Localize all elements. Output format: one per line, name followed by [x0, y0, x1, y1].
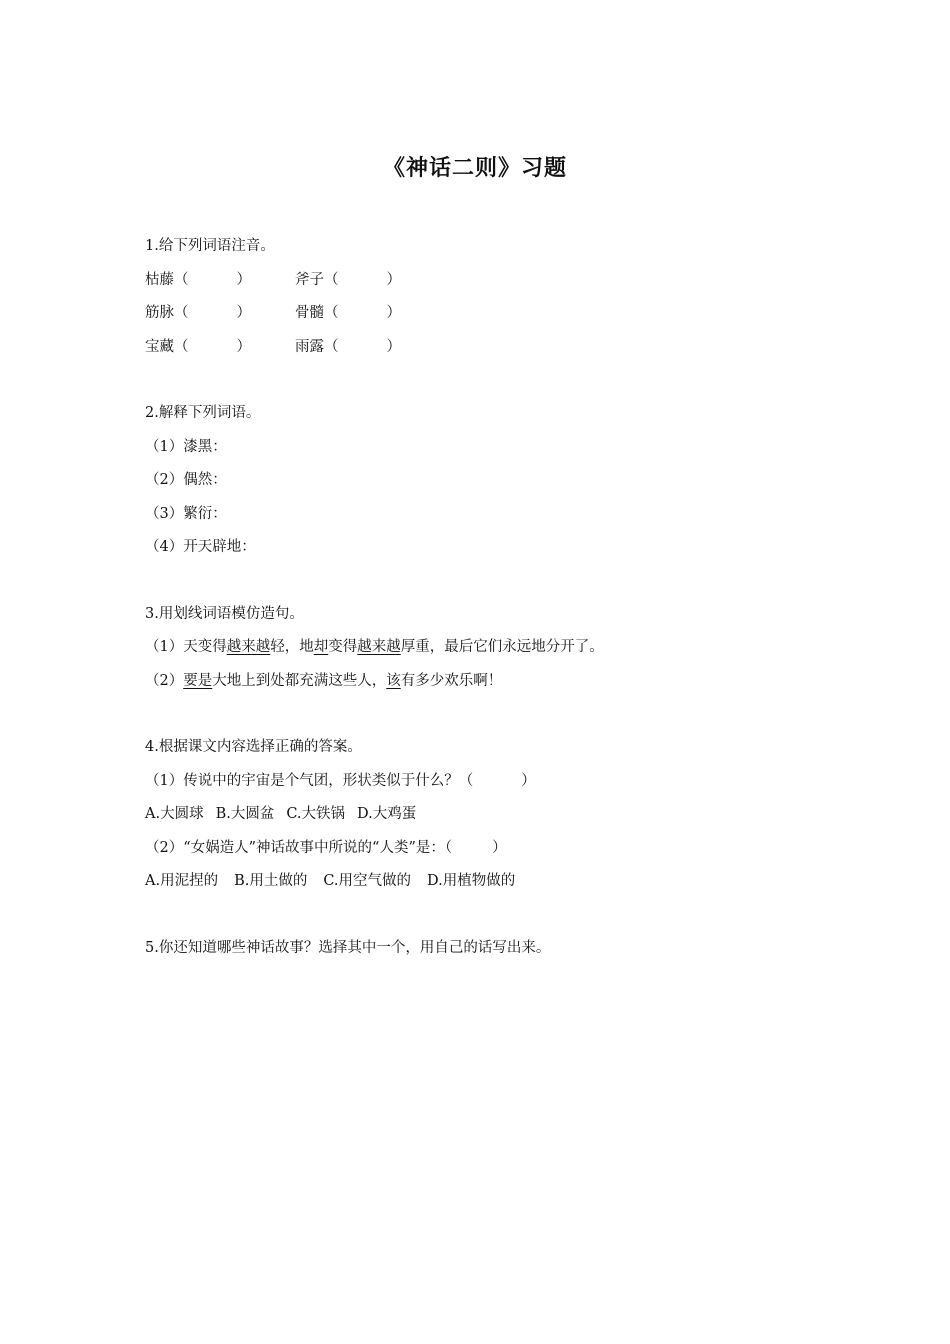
underlined-word: 越来越	[226, 639, 271, 655]
q2-item: （1）漆黑：	[145, 438, 227, 455]
page-title: 《神话二则》习题	[382, 156, 567, 181]
q2-item: （4）开天辟地：	[145, 539, 256, 555]
q4-sub1-options	[145, 798, 825, 832]
option-b: B.大圆盆	[215, 806, 275, 822]
q2-heading: 2.解释下列词语。	[145, 405, 261, 421]
q4-sub2-question: （2）“女娲造人”神话故事中所说的“人类”是：（ ）	[145, 839, 507, 856]
option-c: C.用空气做的	[323, 873, 412, 889]
q1-word: 雨露（	[295, 338, 339, 355]
q1-word: 枯藤（	[145, 271, 189, 288]
option-a: A.大圆球	[145, 806, 204, 822]
q2-item: （2）偶然：	[145, 472, 227, 488]
underlined-word: 越来越	[357, 639, 401, 655]
q1-heading: 1.给下列词语注音。	[145, 238, 275, 254]
option-a: A.用泥捏的	[145, 873, 219, 889]
q3-sentence-1: （1）天变得越来越轻，地却变得越来越厚重，最后它们永远地分开了。	[145, 639, 604, 655]
q4-heading: 4.根据课文内容选择正确的答案。	[145, 739, 362, 755]
document-body	[145, 230, 825, 965]
q2-item: （3）繁衍：	[145, 505, 227, 522]
q1-row: 枯藤（ ） 斧子（ ）	[145, 271, 401, 288]
q4-sub2-options	[145, 865, 825, 899]
option-d: D.大鸡蛋	[357, 806, 417, 822]
option-d: D.用植物做的	[427, 873, 516, 889]
underlined-word: 要是	[183, 672, 213, 689]
option-c: C.大铁锅	[286, 806, 346, 822]
q1-row: 筋脉（ ） 骨髓（ ）	[145, 305, 401, 321]
q1-word: 筋脉（	[145, 305, 189, 321]
q1-word: 斧子（	[295, 271, 339, 288]
q1-word: 宝藏（	[145, 338, 189, 355]
underlined-word: 该	[386, 672, 401, 689]
option-b: B.用土做的	[234, 873, 308, 889]
q3-sentence-2: （2）要是大地上到处都充满这些人，该有多少欢乐啊！	[145, 672, 503, 689]
underlined-word: 却	[313, 639, 329, 655]
q5-heading: 5.你还知道哪些神话故事？选择其中一个，用自己的话写出来。	[145, 939, 551, 956]
q1-word: 骨髓（	[295, 305, 339, 321]
q1-row: 宝藏（ ） 雨露（ ）	[145, 338, 401, 355]
q3-heading: 3.用划线词语模仿造句。	[145, 605, 304, 622]
q4-sub1-question: （1）传说中的宇宙是个气团，形状类似于什么？（ ）	[145, 772, 536, 789]
